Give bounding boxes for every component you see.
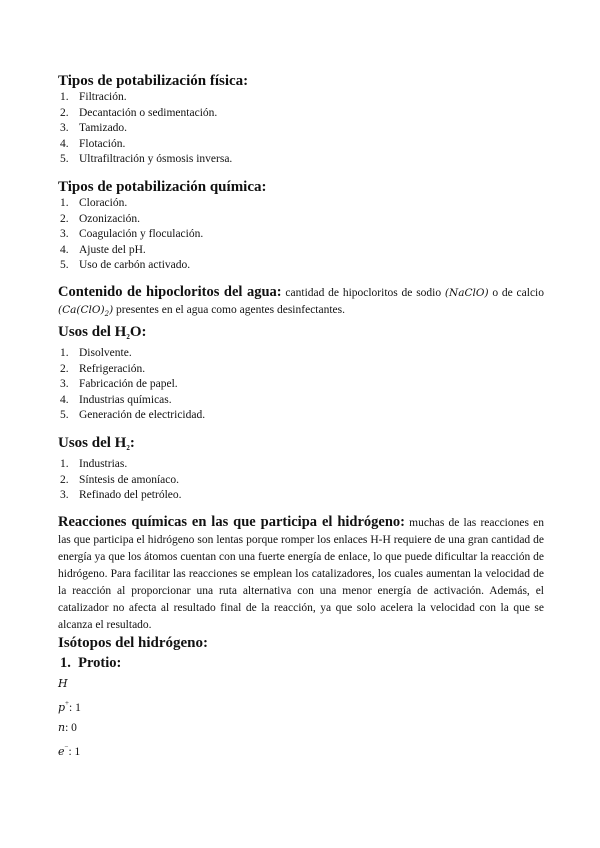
- list-item: 4. Industrias químicas.: [60, 393, 172, 406]
- list-item: 1. Industrias.: [60, 457, 128, 470]
- isotope-protio: 1. Protio:: [60, 654, 122, 671]
- list-item: 3. Fabricación de papel.: [60, 378, 178, 391]
- heading-usos-h2o: Usos del $H_2O$:: [58, 323, 147, 341]
- list-item: 3. Coagulación y floculación.: [60, 228, 204, 241]
- list-fisica: [58, 90, 544, 168]
- section-usos-h2o: [58, 323, 544, 424]
- heading-usos-h2: Usos del $H_2$:: [58, 434, 135, 452]
- list-item: 3. Tamizado.: [60, 122, 128, 135]
- paragraph-reacciones: Reacciones químicas en las que participa el hidrógeno: muchas de las reacciones en las que participa el hidrógeno son lentas porque romper los enlaces H-H requiere de una gran cantidad de energía ya que los átomos cuentan con una fuerte energía de enlace, lo que puede dificultar la reacción de hidrógeno. Para facilitar las reacciones se emplean los catalizadores, los cuales aumentan la velocidad de la reacción al proporcionar una ruta alternativa con una menor energía de activación. Además, el catalizador no afecta al resultado final de la reacción, ya que solo acelera la velocidad con la que se alcanza el resultado.: [58, 513, 544, 631]
- isotope-symbol: H: [58, 676, 68, 690]
- formula-naclo: (NaClO): [444, 286, 489, 299]
- list-item: 2. Ozonización.: [60, 212, 140, 225]
- heading-quimica: Tipos de potabilización química:: [58, 178, 267, 195]
- lead-hipocloritos: Contenido de hipocloritos del agua:: [58, 283, 282, 300]
- list-usos-h2o: [58, 346, 544, 424]
- list-item: 5. Uso de carbón activado.: [60, 259, 191, 272]
- list-item: 5. Generación de electricidad.: [60, 409, 206, 422]
- heading-isotopos: Isótopos del hidrógeno:: [58, 634, 209, 651]
- formula-caclo2: $(Ca(ClO)_2)$: [58, 303, 114, 318]
- document-page: [58, 72, 544, 762]
- list-item: 2. Refrigeración.: [60, 362, 146, 375]
- section-fisica: [58, 72, 544, 168]
- list-item: 2. Decantación o sedimentación.: [60, 106, 218, 119]
- list-item: 4. Ajuste del pH.: [60, 243, 146, 256]
- isotope-neutrons: n: 0: [58, 720, 77, 734]
- section-isotopos: [58, 634, 544, 762]
- section-usos-h2: [58, 434, 544, 504]
- list-item: 5. Ultrafiltración y ósmosis inversa.: [60, 153, 233, 166]
- list-usos-h2: [58, 457, 544, 504]
- list-quimica: [58, 196, 544, 274]
- list-item: 1. Cloración.: [60, 196, 128, 209]
- paragraph-hipocloritos: Contenido de hipocloritos del agua: cantidad de hipocloritos de sodio (NaClO) o de calcio $(Ca(ClO)_2)$ presentes en el agua como agentes desinfectantes.: [58, 283, 545, 318]
- list-item: 3. Refinado del petróleo.: [60, 489, 182, 502]
- isotope-electrons: e−: 1: [58, 742, 81, 758]
- list-item: 1. Filtración.: [60, 91, 127, 103]
- list-item: 2. Síntesis de amoníaco.: [60, 473, 179, 486]
- section-quimica: [58, 178, 544, 274]
- list-item: 1. Disolvente.: [60, 346, 132, 359]
- heading-fisica: Tipos de potabilización física:: [58, 73, 249, 89]
- lead-reacciones: Reacciones químicas en las que participa el hidrógeno:: [58, 513, 405, 530]
- list-item: 4. Flotación.: [60, 137, 126, 150]
- isotope-protons: p+: 1: [58, 698, 81, 714]
